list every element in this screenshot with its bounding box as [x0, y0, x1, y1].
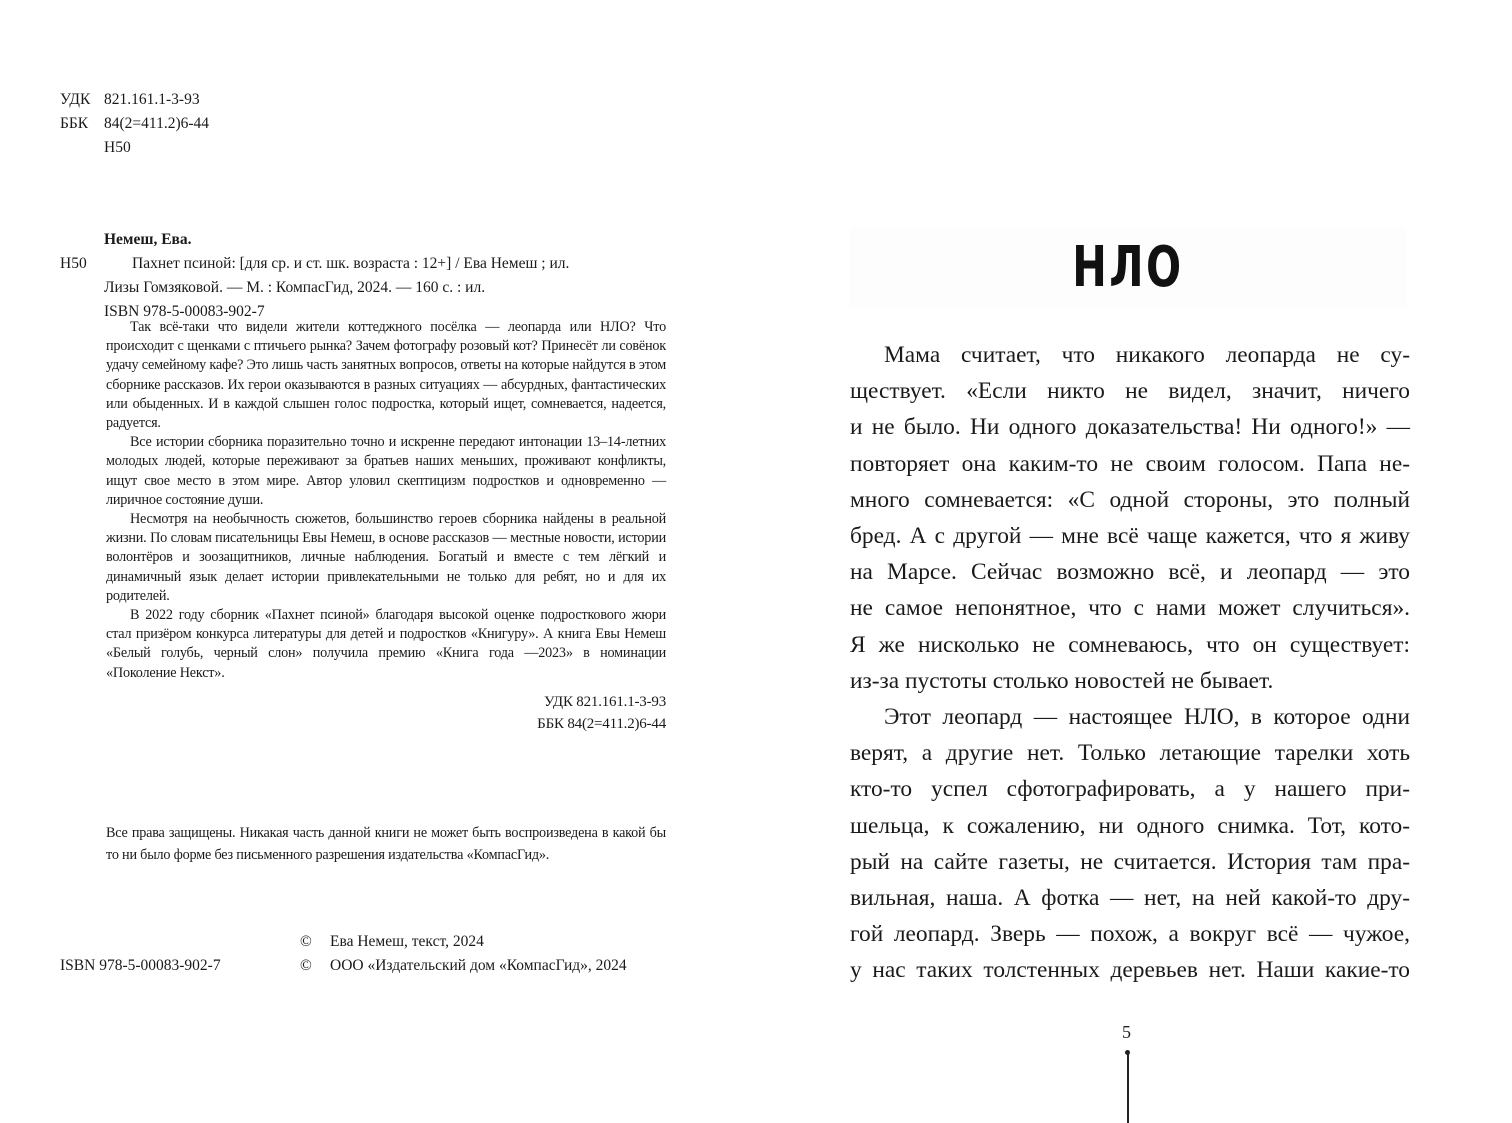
- classification-codes: [60, 88, 209, 160]
- record-title-text: Пахнет псиной: [для ср. и ст. шк. возраста : 12+] / Ева Немеш ; ил.: [132, 255, 570, 272]
- record-line-publisher: Лизы Гомзяковой. — М. : КомпасГид, 2024. — 160 с. : ил.: [104, 279, 486, 296]
- story-line: Мама считает, что никакого леопарда не су-: [884, 342, 1410, 368]
- story-line: не самое непонятное, что с нами может случиться».: [850, 595, 1410, 622]
- record-line-isbn: ISBN 978-5-00083-902-7: [104, 303, 265, 320]
- copyright-publisher: ООО «Издательский дом «КомпасГид», 2024: [330, 957, 627, 974]
- bbk-label: ББК: [60, 115, 89, 132]
- story-line: гой леопард. Зверь — похож, а вокруг всё — чужое,: [850, 921, 1410, 948]
- story-line: вильная, наша. А фотка — нет, на ней какой-то дру-: [850, 885, 1410, 912]
- story-line: повторяет она каким-то не своим голосом. Папа не-: [850, 450, 1410, 477]
- story-line: кто-то успел сфотографировать, а у нашего при-: [850, 776, 1410, 803]
- copyright-author: Ева Немеш, текст, 2024: [330, 933, 484, 950]
- record-line-title: [60, 252, 670, 276]
- copyright-symbol: ©: [300, 957, 312, 974]
- story-line: верят, а другие нет. Только летающие тарелки хоть: [850, 740, 1410, 767]
- rights-notice: Все права защищены. Никакая часть данной книги не может быть воспроизведена в какой бы то ни было форме без письменного разрешения издательства «КомпасГид».: [106, 825, 666, 863]
- udk-row: [60, 88, 209, 112]
- author-mark: Н50: [104, 139, 131, 156]
- isbn: ISBN 978-5-00083-902-7: [60, 957, 221, 974]
- udk-label: УДК: [60, 91, 91, 108]
- bbk-value: 84(2=411.2)6-44: [104, 115, 210, 132]
- story-line: ществует. «Если никто не видел, значит, ничего: [850, 378, 1410, 405]
- copyright-symbol: ©: [300, 933, 312, 950]
- annotation: [106, 318, 666, 735]
- annotation-codes: [106, 691, 666, 735]
- page-number: 5: [1122, 1022, 1131, 1042]
- bibliographic-record: [60, 228, 670, 324]
- copyright-row: [60, 954, 670, 978]
- story-line: Этот леопард — настоящее НЛО, в которое одни: [884, 704, 1410, 731]
- chapter-title: НЛО: [1072, 234, 1184, 300]
- record-author: Немеш, Ева.: [104, 231, 192, 248]
- bbk-row: [60, 112, 209, 136]
- story-page: [756, 0, 1512, 1123]
- annotation-paragraph: В 2022 году сборник «Пахнет псиной» благодаря высокой оценке подросткового жюри стал призёром конкурса литературы для детей и подростков «Книгуру». А книга Евы Немеш «Белый голубь, черный слон» получила премию «Книга года —2023» в номинации «Поколение Некст».: [106, 607, 666, 681]
- chapter-heading: [850, 227, 1406, 307]
- story-text: [850, 337, 1410, 989]
- annotation-bbk: ББК 84(2=411.2)6-44: [537, 715, 666, 732]
- udk-value: 821.161.1-3-93: [104, 91, 200, 108]
- story-line: на Марсе. Сейчас возможно всё, и леопард — это: [850, 559, 1410, 586]
- annotation-paragraph: Все истории сборника поразительно точно и искренне передают интонации 13–14-летних молодых людей, которые переживают за братьев наших меньших, проживают конфликты, ищут свое место в этом мире. Автор уловил скептицизм подростков и одновременно — лиричное состояние души.: [106, 434, 666, 508]
- record-author-mark: Н50: [60, 255, 87, 272]
- story-line: Я же нисколько не сомневаюсь, что он существует:: [850, 631, 1410, 658]
- annotation-paragraph: Так всё-таки что видели жители коттеджного посёлка — леопарда или НЛО? Что происходит с щенками с птичьего рынка? Зачем фотографу розовый кот? Принесёт ли совёнок удачу семейному кафе? Это лишь часть занятных вопросов, ответы на которые найдутся в этом сборнике рассказов. Их герои оказываются в разных ситуациях — абсурдных, фантастических или обыденных. И в каждой слышен голос подростка, который ищет, сомневается, надеется, радуется.: [106, 319, 666, 432]
- annotation-paragraph: Несмотря на необычность сюжетов, большинство героев сборника найдены в реальной жизни. По словам писательницы Евы Немеш, в основе рассказов — местные новости, истории волонтёров и зоозащитников, личные наблюдения. Богатый и вместе с тем лёгкий и динамичный язык делает истории привлекательными не только для ребят, но и для их родителей.: [106, 511, 666, 604]
- copyright-block: [60, 930, 670, 978]
- copyright-row: [60, 930, 670, 954]
- story-line: из-за пустоты столько новостей не бывает.: [850, 667, 1274, 694]
- story-line: много сомневается: «С одной стороны, это полный: [850, 486, 1410, 513]
- story-line: рый на сайте газеты, не считается. История там пра-: [850, 848, 1410, 875]
- story-line: и не было. Ни одного доказательства! Ни одного!» —: [850, 414, 1410, 441]
- story-line: у нас таких толстенных деревьев нет. Наши какие-то: [850, 957, 1410, 984]
- page-rule: [1127, 1051, 1129, 1123]
- annotation-udk: УДК 821.161.1-3-93: [544, 693, 666, 710]
- story-line: шельца, к сожалению, ни одного снимка. Тот, кото-: [850, 812, 1410, 839]
- story-line: бред. А с другой — мне всё чаще кажется, что я живу: [850, 523, 1410, 550]
